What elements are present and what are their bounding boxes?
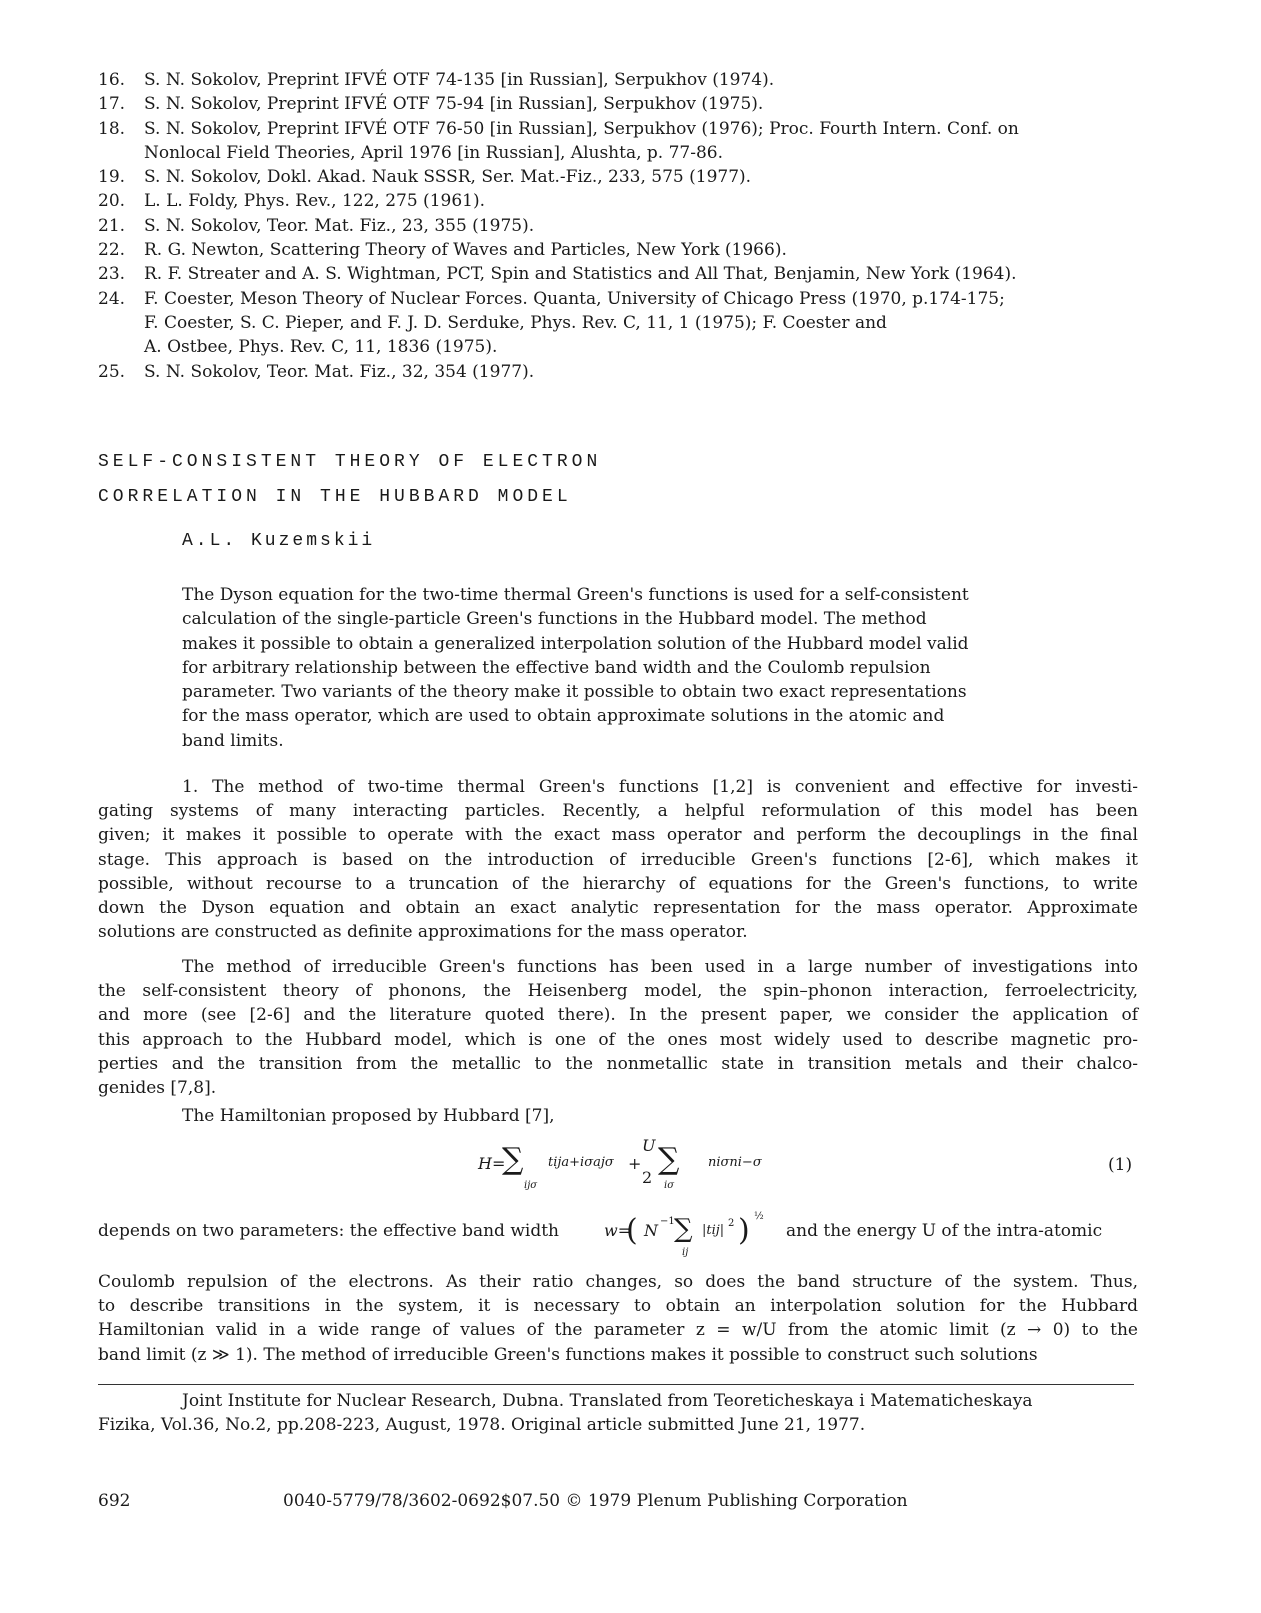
reference-item: [98, 214, 1158, 238]
eq2-abs: |tij|: [702, 1223, 725, 1238]
reference-number: 24.: [98, 288, 126, 309]
reference-text-line: S. N. Sokolov, Preprint IFVÉ OTF 74-135 [in Russian], Serpukhov (1974).: [144, 70, 775, 90]
paragraph-line: gating systems of many interacting particles. Recently, a helpful reformulation of this model has been: [98, 801, 1138, 822]
eq2-abs-exp: 2: [728, 1218, 735, 1229]
paragraph-2: [98, 955, 1138, 1100]
reference-text-line: R. G. Newton, Scattering Theory of Waves and Particles, New York (1966).: [144, 240, 787, 261]
abstract-line: for arbitrary relationship between the effective band width and the Coulomb repulsion: [182, 657, 931, 678]
abstract-line: for the mass operator, which are used to obtain approximate solutions in the atomic and: [182, 706, 945, 727]
footnote-line: Fizika, Vol.36, No.2, pp.208-223, August, 1978. Original article submitted June 21, 1977.: [98, 1415, 866, 1435]
reference-number: 19.: [98, 167, 126, 188]
footnote-line: Joint Institute for Nuclear Research, Dubna. Translated from Teoreticheskaya i Matematicheskaya: [182, 1391, 1033, 1411]
paragraph-line: perties and the transition from the metallic to the nonmetallic state in transition metals and their chalco-: [98, 1053, 1138, 1074]
eq2-n: N: [644, 1221, 658, 1240]
equation-number: (1): [1108, 1155, 1133, 1175]
reference-item: [98, 165, 1158, 189]
eq1-frac-num: U: [642, 1136, 656, 1155]
paragraph-line: Hamiltonian valid in a wide range of values of the parameter z = w/U from the atomic limit (z → 0) to the: [98, 1320, 1138, 1341]
para3-start-text: depends on two parameters: the effective band width: [98, 1221, 559, 1241]
paragraph-line: genides [7,8].: [98, 1078, 217, 1099]
abstract-line: band limits.: [182, 730, 284, 751]
reference-text-line: Nonlocal Field Theories, April 1976 [in Russian], Alushta, p. 77-86.: [144, 142, 724, 163]
reference-text-line: A. Ostbee, Phys. Rev. C, 11, 1836 (1975).: [144, 337, 498, 358]
paragraph-line: and more (see [2-6] and the literature quoted there). In the present paper, we consider the application of: [98, 1005, 1138, 1026]
reference-text-line: S. N. Sokolov, Preprint IFVÉ OTF 76-50 [in Russian], Serpukhov (1976); Proc. Fourth Intern. Conf. on: [144, 118, 1019, 139]
reference-text-line: L. L. Foldy, Phys. Rev., 122, 275 (1961).: [144, 191, 485, 212]
eq1-sub-1: ijσ: [524, 1180, 538, 1191]
paragraph-line: down the Dyson equation and obtain an exact analytic representation for the mass operator. Approximate: [98, 898, 1138, 919]
eq1-term-1: tija+iσajσ: [548, 1155, 614, 1170]
reference-number: 18.: [98, 118, 126, 139]
reference-number: 16.: [98, 70, 126, 90]
paragraph-3-start: [98, 1211, 1138, 1258]
paragraph-line: band limit (z ≫ 1). The method of irreducible Green's functions makes it possible to construct such solutions: [98, 1344, 1038, 1365]
eq1-sub-2: iσ: [664, 1180, 675, 1191]
eq1-lhs: H=: [478, 1154, 506, 1173]
eq1-term-2: niσni−σ: [708, 1155, 762, 1170]
reference-item: [98, 117, 1158, 166]
reference-item: [98, 68, 1158, 92]
abstract-line: The Dyson equation for the two-time thermal Green's functions is used for a self-consistent: [182, 585, 969, 605]
footnote-rule: [98, 1384, 1134, 1385]
eq2-sub: ij: [682, 1247, 689, 1258]
paragraph-line: to describe transitions in the system, it is necessary to obtain an interpolation solution for the Hubbard: [98, 1296, 1138, 1317]
eq1-frac-den: 2: [642, 1168, 653, 1187]
reference-number: 25.: [98, 361, 126, 382]
abstract-line: calculation of the single-particle Green's functions in the Hubbard model. The method: [182, 609, 927, 630]
reference-item: [98, 360, 1158, 384]
eq2-sigma: ∑: [674, 1214, 693, 1244]
paragraph-line: this approach to the Hubbard model, which is one of the ones most widely used to describe magnetic pro-: [98, 1029, 1138, 1050]
reference-item: [98, 189, 1158, 213]
paragraph-4: [98, 1270, 1138, 1367]
article-title-line1: SELF-CONSISTENT THEORY OF ELECTRON: [98, 452, 602, 472]
paragraph-line: The method of irreducible Green's functions has been used in a large number of investigations into: [182, 957, 1138, 977]
article-author: A.L. Kuzemskii: [182, 531, 376, 551]
reference-item: [98, 92, 1158, 116]
reference-number: 17.: [98, 94, 126, 115]
reference-text-line: S. N. Sokolov, Teor. Mat. Fiz., 23, 355 (1975).: [144, 215, 535, 236]
paragraph-1: [98, 775, 1138, 944]
paragraph-line: possible, without recourse to a truncation of the hierarchy of equations for the Green's functions, to write: [98, 873, 1138, 894]
paragraph-line: 1. The method of two-time thermal Green's functions [1,2] is convenient and effective for investi-: [182, 777, 1138, 797]
abstract-line: parameter. Two variants of the theory make it possible to obtain two exact representations: [182, 682, 967, 703]
footnote: [98, 1389, 1138, 1437]
reference-text-line: R. F. Streater and A. S. Wightman, PCT, Spin and Statistics and All That, Benjamin, New York (1964).: [144, 264, 1017, 285]
eq2-n-exp: −1: [660, 1216, 675, 1227]
page-number: 692: [98, 1491, 131, 1511]
hamiltonian-intro: The Hamiltonian proposed by Hubbard [7],: [182, 1106, 555, 1126]
eq2-w: w=: [604, 1221, 632, 1240]
reference-list: [98, 68, 1158, 384]
reference-number: 21.: [98, 215, 126, 236]
eq1-plus: +: [628, 1154, 642, 1173]
reference-item: [98, 287, 1158, 360]
eq2-open-paren: (: [626, 1213, 638, 1248]
reference-text-line: S. N. Sokolov, Teor. Mat. Fiz., 32, 354 (1977).: [144, 361, 535, 382]
abstract-line: makes it possible to obtain a generalized interpolation solution of the Hubbard model valid: [182, 633, 969, 654]
paragraph-line: Coulomb repulsion of the electrons. As their ratio changes, so does the band structure of the system. Thus,: [98, 1272, 1138, 1292]
article-title-line2: CORRELATION IN THE HUBBARD MODEL: [98, 487, 572, 507]
eq1-sigma-1: ∑: [502, 1142, 524, 1177]
reference-text-line: F. Coester, Meson Theory of Nuclear Forces. Quanta, University of Chicago Press (1970, p.174-175;: [144, 288, 1005, 309]
abstract: [182, 583, 1052, 753]
reference-number: 20.: [98, 191, 126, 212]
paragraph-line: the self-consistent theory of phonons, the Heisenberg model, the spin–phonon interaction, ferroelectricity,: [98, 981, 1138, 1002]
eq2-close-paren: ): [738, 1213, 750, 1248]
paragraph-line: stage. This approach is based on the introduction of irreducible Green's functions [2-6], which makes it: [98, 849, 1138, 870]
reference-number: 22.: [98, 240, 126, 261]
eq2-exponent: ½: [754, 1211, 764, 1222]
reference-text-line: S. N. Sokolov, Preprint IFVÉ OTF 75-94 [in Russian], Serpukhov (1975).: [144, 94, 764, 115]
reference-item: [98, 262, 1158, 286]
eq1-sigma-2: ∑: [658, 1142, 680, 1177]
reference-text-line: S. N. Sokolov, Dokl. Akad. Nauk SSSR, Ser. Mat.-Fiz., 233, 575 (1977).: [144, 167, 752, 188]
reference-number: 23.: [98, 264, 126, 285]
para3-end-text: and the energy U of the intra-atomic: [786, 1221, 1103, 1241]
copyright-line: 0040-5779/78/3602-0692$07.50 © 1979 Plenum Publishing Corporation: [283, 1491, 908, 1511]
paragraph-line: solutions are constructed as definite approximations for the mass operator.: [98, 922, 748, 943]
paragraph-line: given; it makes it possible to operate with the exact mass operator and perform the decouplings in the final: [98, 825, 1138, 846]
reference-item: [98, 238, 1158, 262]
reference-text-line: F. Coester, S. C. Pieper, and F. J. D. Serduke, Phys. Rev. C, 11, 1 (1975); F. Coester and: [144, 312, 887, 333]
